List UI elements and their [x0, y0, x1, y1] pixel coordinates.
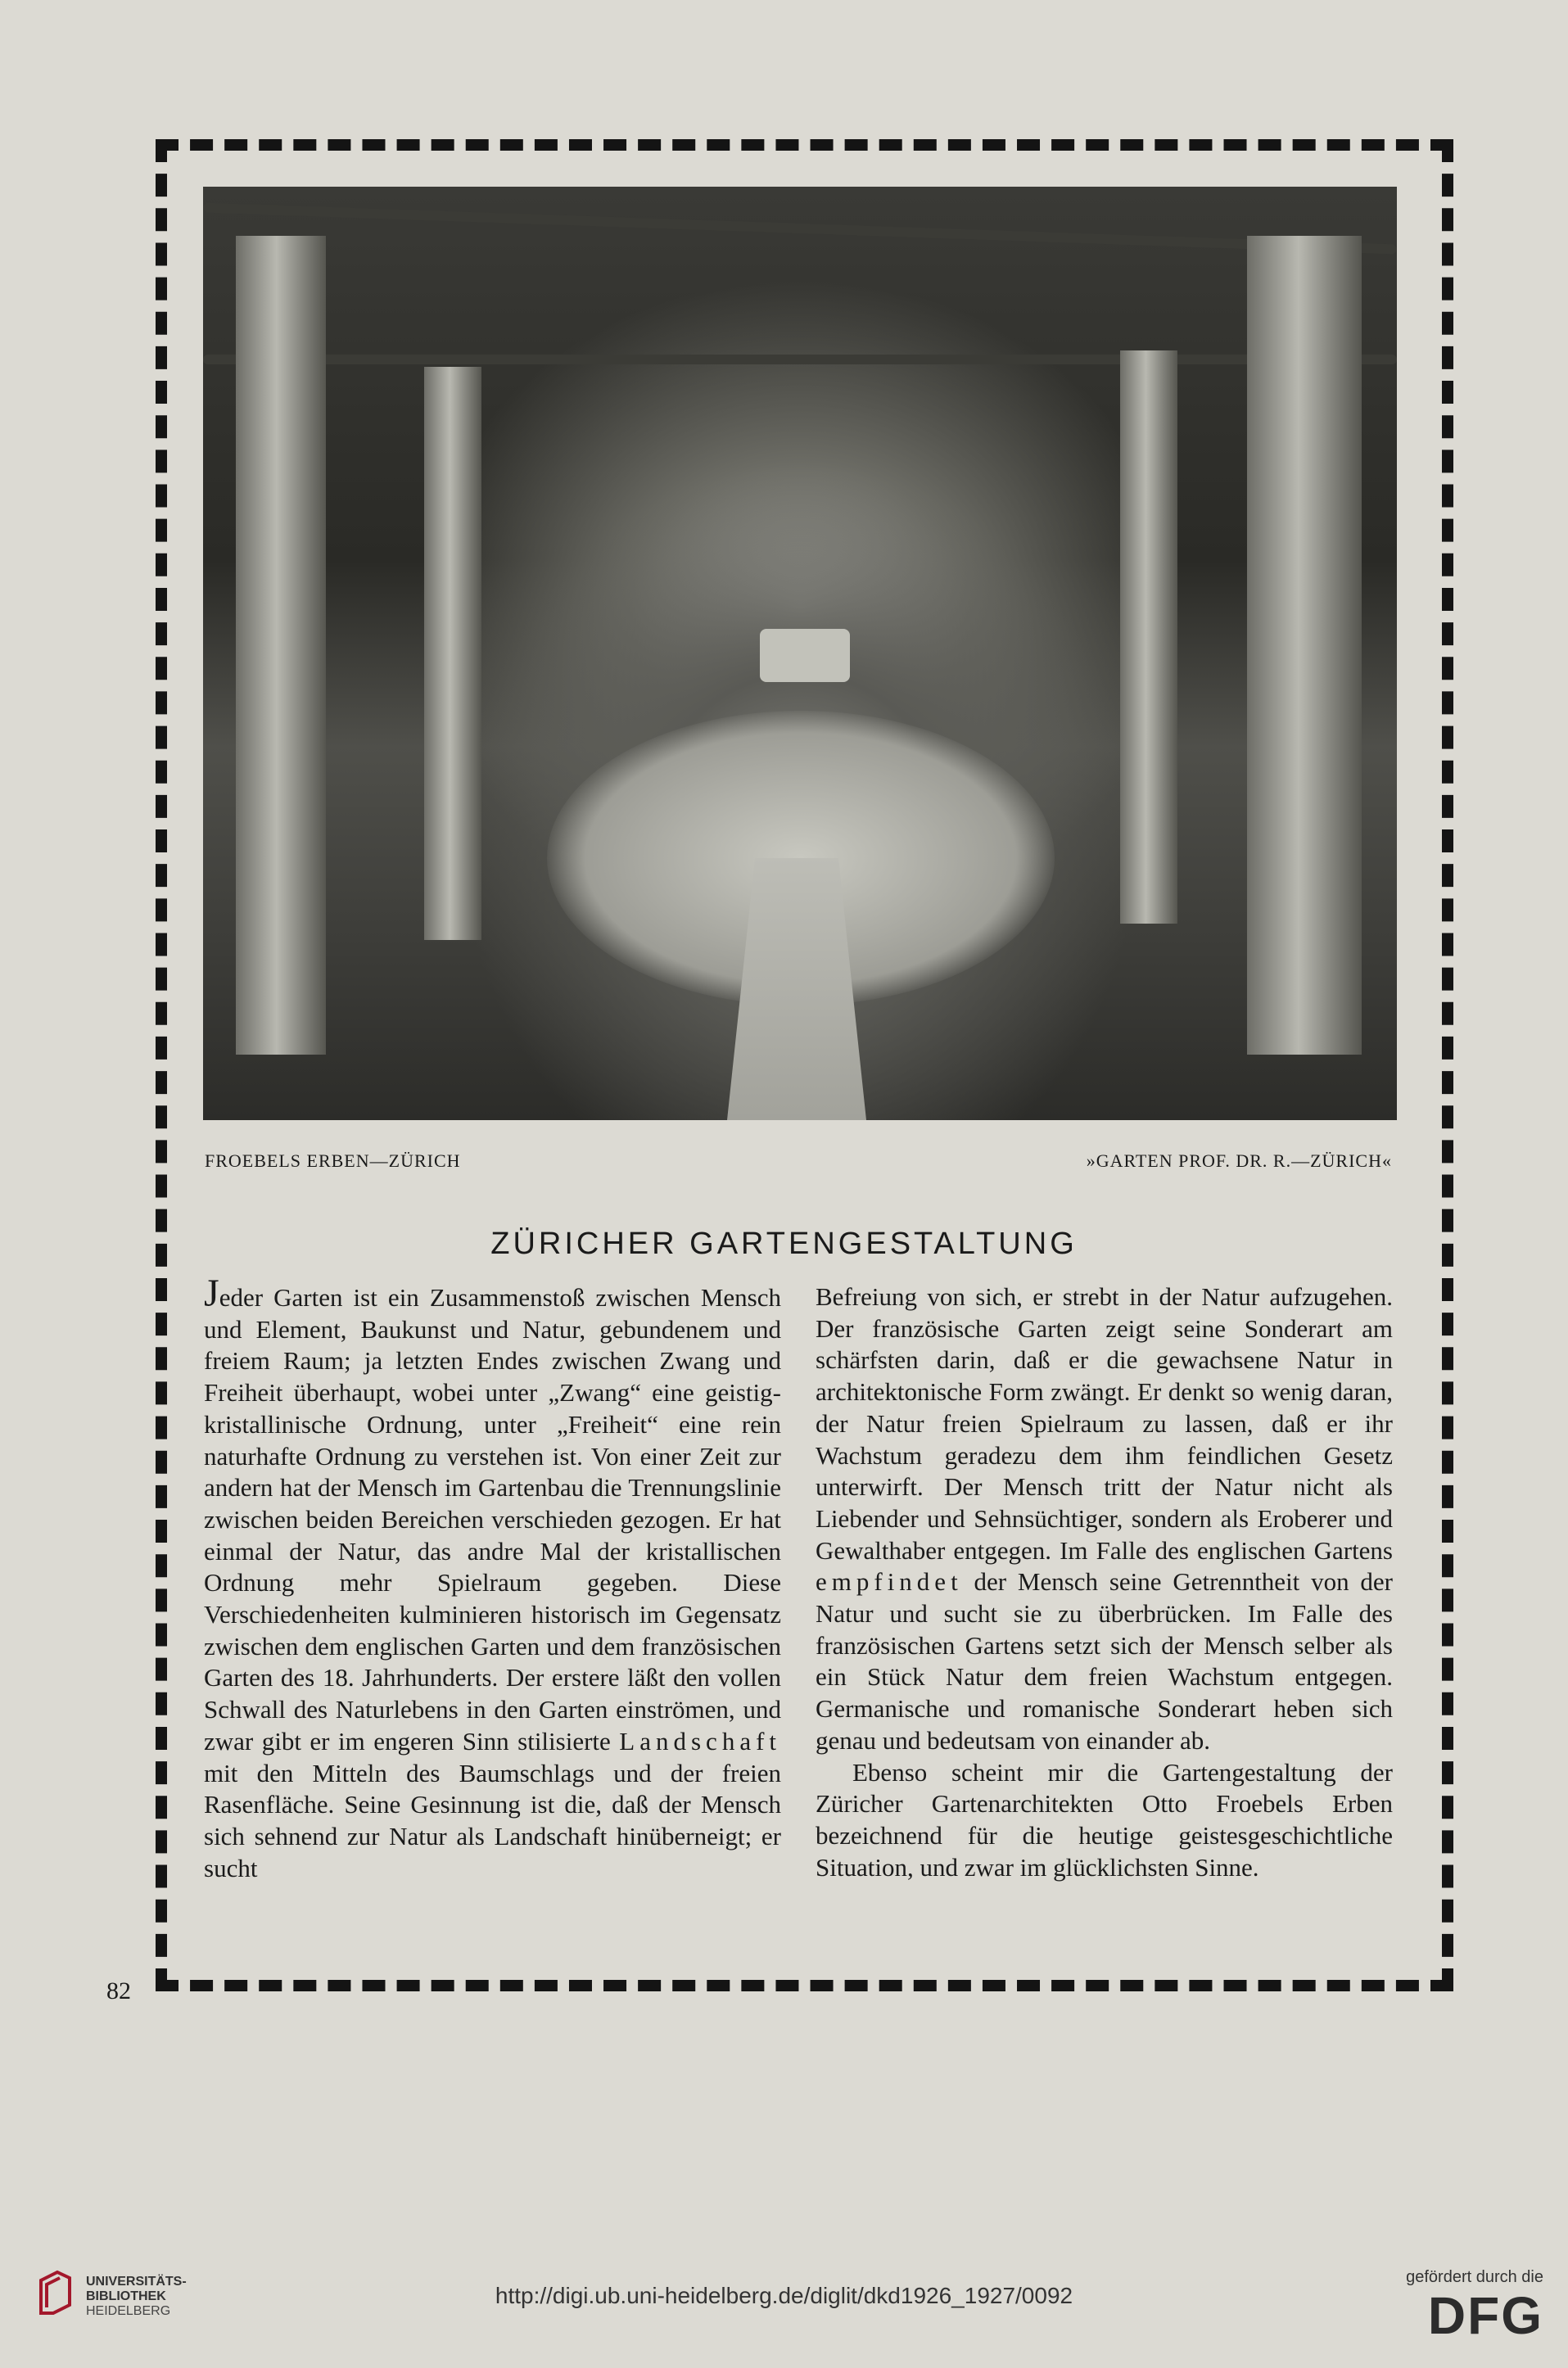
- photo-pillar: [1247, 236, 1362, 1055]
- source-url-link[interactable]: http://digi.ub.uni-heidelberg.de/diglit/dkd1926_1927/0092: [495, 2283, 1073, 2308]
- photo-caption-right: »GARTEN PROF. DR. R.—ZÜRICH«: [1086, 1150, 1392, 1171]
- emphasized-word: empfindet: [816, 1567, 963, 1597]
- funding-text: gefördert durch die: [1406, 2268, 1543, 2286]
- library-name-line: BIBLIOTHEK: [86, 2289, 166, 2303]
- photo-pillar: [424, 367, 481, 940]
- library-name-line: UNIVERSITÄTS-: [86, 2275, 187, 2289]
- funding-notice: [1406, 2268, 1543, 2344]
- page-number: 82: [106, 1977, 131, 2004]
- dfg-logo: DFG: [1427, 2286, 1543, 2345]
- photo-pillar: [236, 236, 326, 1055]
- paragraph: [816, 1281, 1393, 1757]
- drop-cap: J: [204, 1272, 219, 1315]
- library-name-line: HEIDELBERG: [86, 2304, 171, 2318]
- garden-photograph: [203, 187, 1397, 1120]
- body-text: Befreiung von sich, er strebt in der Natur aufzugehen. Der französische Garten zeigt seine Sonderart am schärfsten darin, daß er die gewachsene Natur in architektonische Form zwängt. Er denkt so wenig daran, der Natur freien Spielraum zu lassen, daß er ihr Wachstum geradezu dem ihm feindlichen Gesetz unterwirft. Der Mensch tritt der Natur nicht als Liebender und Sehnsüchtiger, sondern als Eroberer und Gewalthaber entgegen. Im Falle des englischen Gartens: [816, 1282, 1393, 1565]
- article-column-right: [816, 1281, 1393, 1883]
- emphasized-word: Landschaft: [619, 1726, 782, 1756]
- photo-beam: [203, 203, 1397, 255]
- photo-pillar: [1120, 350, 1177, 924]
- body-text: der Mensch seine Getrenntheit von der Natur und sucht sie zu überbrücken. Im Falle des französischen Gartens setzt sich der Mensch selber als ein Stück Natur dem freien Wachstum entgegen. Germanische und romanische Sonderart heben sich genau und bedeutsam von einander ab.: [816, 1567, 1393, 1755]
- article-title: ZÜRICHER GARTENGESTALTUNG: [490, 1227, 1078, 1261]
- photo-fountain: [760, 629, 850, 682]
- body-text: mit den Mitteln des Baumschlags und der freien Rasenfläche. Seine Gesinnung ist die, daß der Mensch sich sehnend zur Natur als Landschaft hinüberneigt; er sucht: [204, 1758, 781, 1882]
- photo-beam: [203, 355, 1397, 364]
- paragraph: [204, 1272, 782, 1884]
- photo-caption-left: FROEBELS ERBEN—ZÜRICH: [205, 1150, 461, 1171]
- paragraph: Ebenso scheint mir die Gartengestaltung der Züricher Gartenarchitekten Otto Froebels Erben bezeichnend für die heutige geistesgeschichtliche Situation, und zwar im glücklichsten Sinne.: [816, 1757, 1393, 1882]
- body-text: eder Garten ist ein Zusammenstoß zwischen Mensch und Element, Baukunst und Natur, gebundenem und freiem Raum; ja letzten Endes zwischen Zwang und Freiheit überhaupt, wobei unter „Zwang“ eine geistig-kristallinische Ordnung, unter „Freiheit“ eine rein naturhafte Ordnung zu verstehen ist. Von einer Zeit zur andern hat der Mensch im Gartenbau die Trennungslinie zwischen beiden Bereichen verschieden gezogen. Er hat einmal der Natur, das andre Mal der kristallischen Ordnung mehr Spielraum gegeben. Diese Verschiedenheiten kulminieren historisch im Gegensatz zwischen dem englischen Garten und dem französischen Garten des 18. Jahrhunderts. Der erstere läßt den vollen Schwall des Naturlebens in den Garten einströmen, und zwar gibt er im engeren Sinn stilisierte: [204, 1283, 781, 1756]
- article-column-left: [204, 1272, 782, 1884]
